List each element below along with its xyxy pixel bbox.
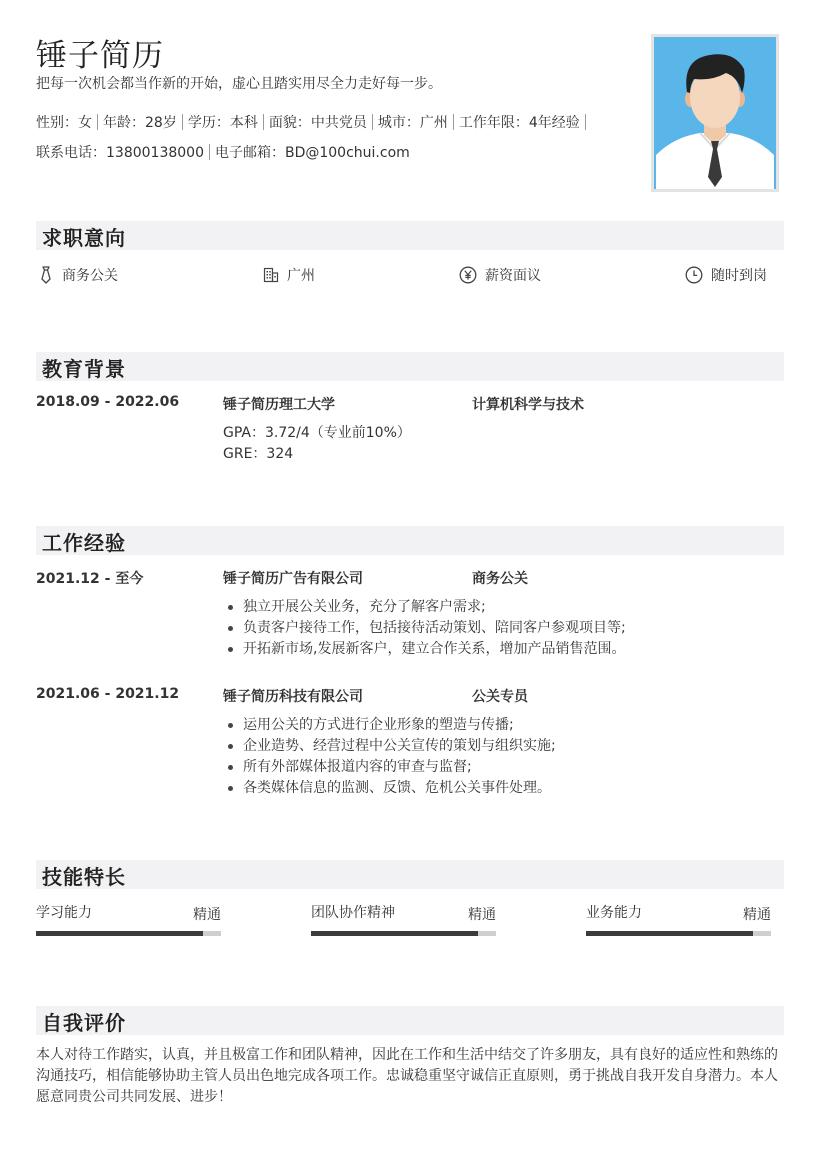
list-item: 企业造势、经营过程中公关宣传的策划与组织实施; [228, 736, 556, 757]
info-political: 面貌：中共党员 [268, 115, 367, 131]
intention-city-label: 广州 [287, 268, 315, 284]
education-details [223, 423, 411, 465]
education-date: 2018.09 - 2022.06 [36, 394, 180, 410]
resume-name: 锤子简历 [36, 38, 164, 74]
skill-name: 业务能力 [586, 905, 642, 921]
avatar [651, 34, 779, 192]
divider [453, 114, 454, 130]
list-item: 所有外部媒体报道内容的审查与监督; [228, 757, 556, 778]
intention-position-label: 商务公关 [62, 268, 118, 284]
skill-bar-fill [311, 931, 478, 936]
section-title: 技能特长 [42, 865, 126, 889]
skill-name: 团队协作精神 [311, 905, 395, 921]
job-company: 锤子简历科技有限公司 [223, 689, 363, 705]
section-title: 工作经验 [42, 531, 126, 555]
info-experience: 工作年限：4年经验 [458, 115, 580, 131]
skill-level: 精通 [468, 907, 496, 923]
section-title: 自我评价 [42, 1011, 126, 1035]
list-item: 开拓新市场,发展新客户，建立合作关系，增加产品销售范围。 [228, 639, 626, 660]
intention-position [38, 265, 118, 285]
education-gre: GRE：324 [223, 446, 294, 462]
skill-bar [36, 931, 221, 936]
job-date: 2021.06 - 2021.12 [36, 686, 180, 702]
info-city: 城市：广州 [377, 115, 448, 131]
contact-info-row [36, 142, 410, 162]
skill-name: 学习能力 [36, 905, 92, 921]
info-phone: 联系电话：13800138000 [36, 145, 204, 161]
intention-availability-label: 随时到岗 [711, 268, 767, 284]
job-role: 商务公关 [472, 571, 528, 587]
section-header-work [36, 526, 784, 555]
education-major: 计算机科学与技术 [472, 397, 584, 413]
job-duties-list [228, 597, 626, 660]
divider [182, 114, 183, 130]
resume-motto: 把每一次机会都当作新的开始，虚心且踏实用尽全力走好每一步。 [36, 76, 442, 92]
info-email: 电子邮箱：BD@100chui.com [214, 145, 410, 161]
skill-bar [311, 931, 496, 936]
intention-city [263, 265, 315, 285]
section-header-self-eval [36, 1006, 784, 1035]
yen-icon [459, 266, 477, 284]
divider [209, 144, 210, 160]
skill-level: 精通 [743, 907, 771, 923]
intention-availability [685, 265, 767, 285]
skill-bar [586, 931, 771, 936]
education-gpa: GPA：3.72/4（专业前10%） [223, 425, 411, 441]
info-age: 年龄：28岁 [103, 115, 177, 131]
section-title: 教育背景 [42, 357, 126, 381]
divider [372, 114, 373, 130]
intention-salary [459, 265, 541, 285]
divider [97, 114, 98, 130]
person-avatar-icon [654, 37, 776, 189]
tie-icon [38, 266, 54, 284]
divider [263, 114, 264, 130]
section-header-education [36, 352, 784, 381]
section-header-intention [36, 221, 784, 250]
basic-info-row [36, 112, 591, 132]
divider [585, 114, 586, 130]
list-item: 运用公关的方式进行企业形象的塑造与传播; [228, 715, 556, 736]
section-header-skills [36, 860, 784, 889]
info-gender: 性别：女 [36, 115, 92, 131]
list-item: 独立开展公关业务，充分了解客户需求; [228, 597, 626, 618]
job-duties-list [228, 715, 556, 799]
job-role: 公关专员 [472, 689, 528, 705]
skill-bar-fill [586, 931, 753, 936]
skill-bar-fill [36, 931, 203, 936]
job-date: 2021.12 - 至今 [36, 571, 144, 587]
building-icon [263, 267, 279, 283]
clock-icon [685, 266, 703, 284]
job-company: 锤子简历广告有限公司 [223, 571, 363, 587]
skill-level: 精通 [193, 907, 221, 923]
list-item: 各类媒体信息的监测、反馈、危机公关事件处理。 [228, 778, 556, 799]
education-school: 锤子简历理工大学 [223, 397, 335, 413]
intention-salary-label: 薪资面议 [485, 268, 541, 284]
info-degree: 学历：本科 [187, 115, 258, 131]
list-item: 负责客户接待工作，包括接待活动策划、陪同客户参观项目等; [228, 618, 626, 639]
self-evaluation-text: 本人对待工作踏实，认真，并且极富工作和团队精神，因此在工作和生活中结交了许多朋友，具有良好的适应性和熟练的沟通技巧，相信能够协助主管人员出色地完成各项工作。忠诚稳重坚守诚信正直原则，勇于挑战自我开发自身潜力。本人愿意同贵公司共同发展、进步！ [36, 1047, 778, 1105]
section-title: 求职意向 [42, 226, 126, 250]
